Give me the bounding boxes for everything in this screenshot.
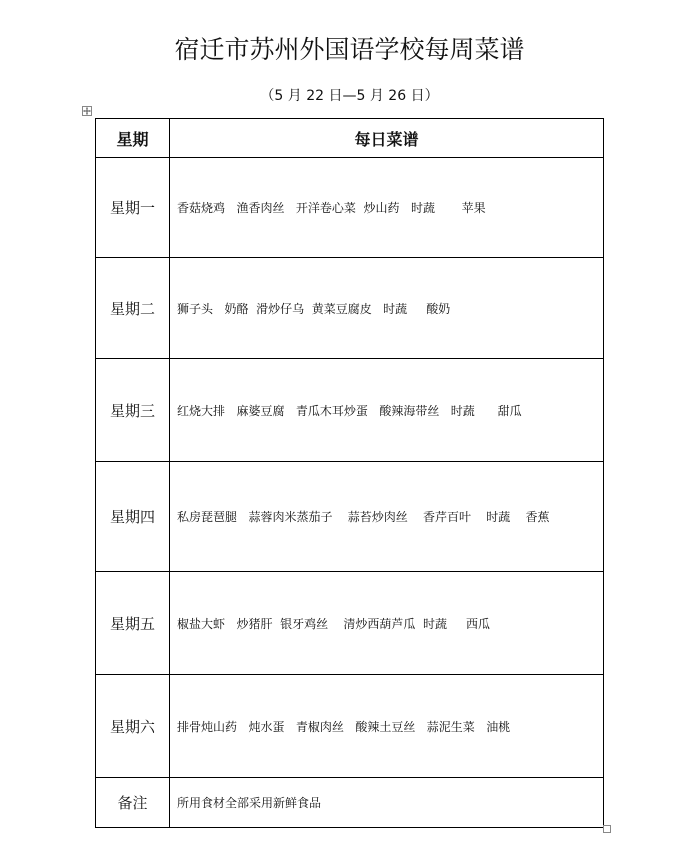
day-cell: 星期一	[96, 158, 170, 258]
table-row	[96, 462, 604, 572]
table-row	[96, 675, 604, 778]
day-cell: 星期六	[96, 675, 170, 778]
dish-cell: 私房琵琶腿 蒜蓉肉米蒸茄子 蒜苔炒肉丝 香芹百叶 时蔬 香蕉	[170, 462, 604, 572]
table-row	[96, 258, 604, 359]
dish-cell: 香菇烧鸡 渔香肉丝 开洋卷心菜 炒山药 时蔬 苹果	[170, 158, 604, 258]
table-move-handle-icon[interactable]	[82, 106, 92, 116]
note-row	[96, 778, 604, 828]
date-range: （5 月 22 日—5 月 26 日）	[260, 88, 439, 104]
table-row	[96, 158, 604, 258]
page-title: 宿迁市苏州外国语学校每周菜谱	[174, 35, 525, 64]
day-cell: 星期二	[96, 258, 170, 359]
table-row	[96, 359, 604, 462]
header-day: 星期	[96, 119, 170, 158]
day-cell: 星期五	[96, 572, 170, 675]
dish-cell: 椒盐大虾 炒猪肝 银牙鸡丝 清炒西葫芦瓜 时蔬 西瓜	[170, 572, 604, 675]
dish-cell: 红烧大排 麻婆豆腐 青瓜木耳炒蛋 酸辣海带丝 时蔬 甜瓜	[170, 359, 604, 462]
table-resize-handle[interactable]	[603, 825, 611, 833]
table-header-row	[96, 119, 604, 158]
day-cell: 星期三	[96, 359, 170, 462]
note-text: 所用食材全部采用新鲜食品	[170, 778, 604, 828]
dish-cell: 排骨炖山药 炖水蛋 青椒肉丝 酸辣土豆丝 蒜泥生菜 油桃	[170, 675, 604, 778]
weekly-menu-table	[95, 118, 604, 828]
table-row	[96, 572, 604, 675]
dish-cell: 狮子头 奶酪 滑炒仔乌 黄菜豆腐皮 时蔬 酸奶	[170, 258, 604, 359]
header-menu: 每日菜谱	[170, 119, 604, 158]
note-label: 备注	[96, 778, 170, 828]
day-cell: 星期四	[96, 462, 170, 572]
